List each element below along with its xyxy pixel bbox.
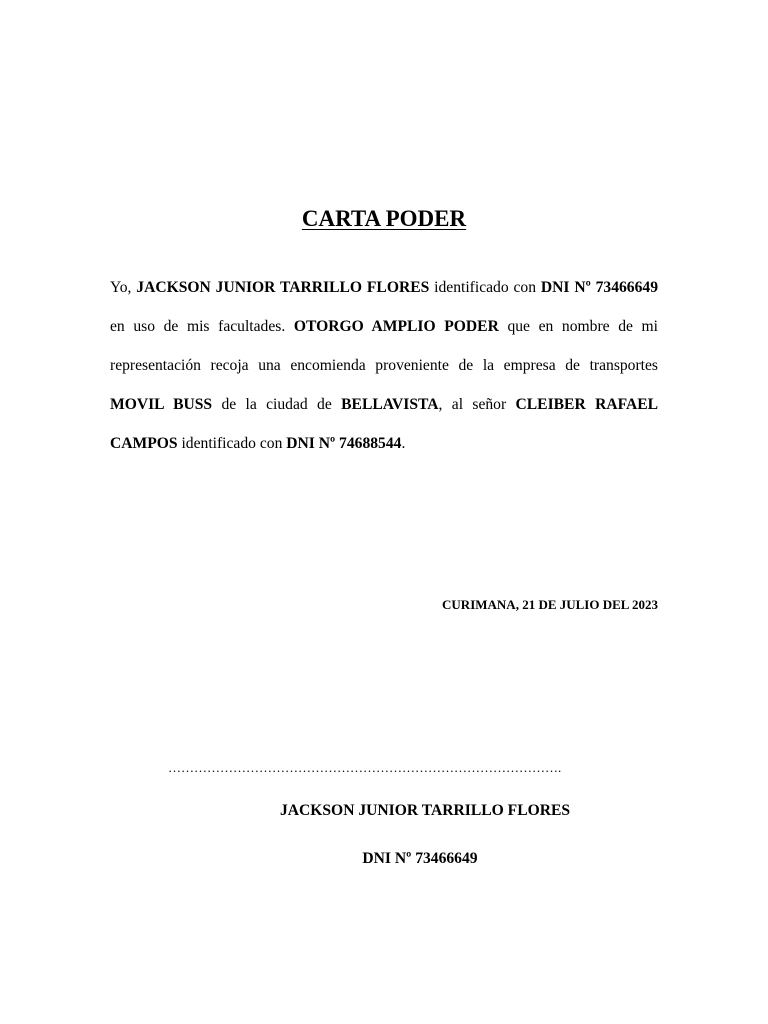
grantor-dni: DNI Nº 73466649 bbox=[540, 279, 658, 296]
text-segment: . bbox=[401, 435, 406, 452]
signature-dni: DNI Nº 73466649 bbox=[362, 850, 478, 867]
body-paragraph bbox=[110, 268, 658, 463]
signature-line: ………………………………………………………………………………. bbox=[168, 760, 562, 775]
city-name: BELLAVISTA bbox=[341, 396, 439, 413]
text-segment: identificado con bbox=[429, 279, 541, 296]
grant-statement: OTORGO AMPLIO PODER bbox=[293, 318, 499, 335]
text-segment: de la ciudad de bbox=[212, 396, 342, 413]
text-segment: Yo, bbox=[110, 279, 137, 296]
text-segment: que en nombre de mi representación recoja una encomienda proveniente de la empresa de transportes bbox=[110, 318, 658, 374]
document-title: CARTA PODER bbox=[301, 206, 467, 231]
text-segment: identificado con bbox=[177, 435, 287, 452]
place-date: CURIMANA, 21 DE JULIO DEL 2023 bbox=[442, 597, 658, 612]
grantor-name: JACKSON JUNIOR TARRILLO FLORES bbox=[136, 279, 430, 296]
grantee-dni: DNI Nº 74688544 bbox=[286, 435, 402, 452]
text-segment: en uso de mis facultades. bbox=[110, 318, 294, 335]
signature-name: JACKSON JUNIOR TARRILLO FLORES bbox=[279, 802, 571, 819]
text-segment: , al señor bbox=[438, 396, 516, 413]
company-name: MOVIL BUSS bbox=[110, 396, 213, 413]
grantee-name: CLEIBER RAFAEL CAMPOS bbox=[110, 396, 659, 452]
